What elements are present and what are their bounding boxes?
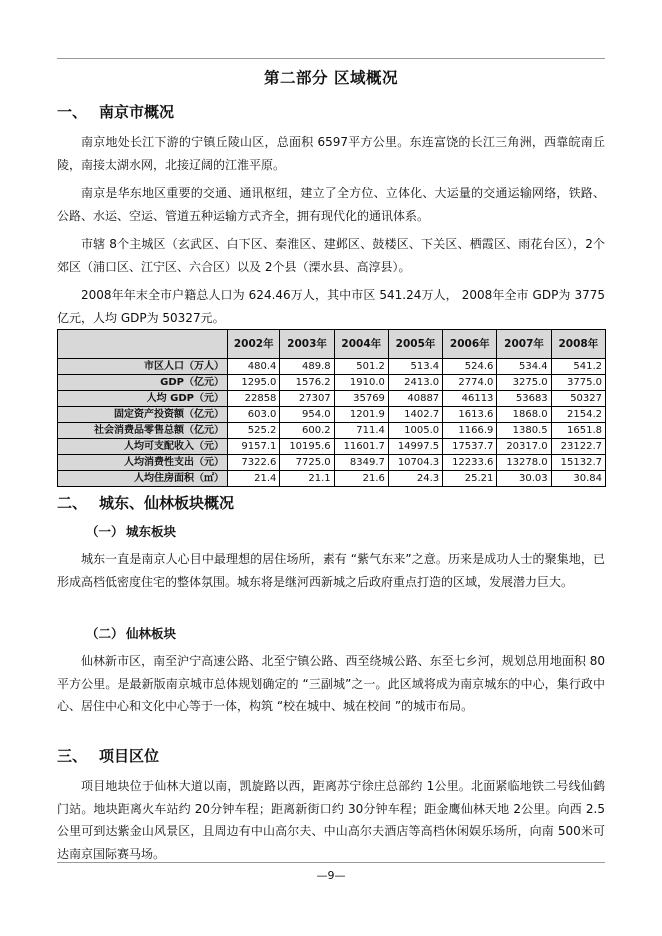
table-cell: 525.2	[228, 423, 280, 439]
table-cell: 35769	[334, 391, 388, 407]
row-label: 固定资产投资额（亿元）	[58, 407, 228, 423]
year-header: 2003年	[280, 330, 334, 359]
table-cell: 1868.0	[497, 407, 551, 423]
table-cell: 3775.0	[551, 375, 605, 391]
table-cell: 1166.9	[443, 423, 497, 439]
row-label: 市区人口（万人）	[58, 359, 228, 375]
table-row	[58, 439, 606, 455]
table-cell: 1201.9	[334, 407, 388, 423]
subsection-title: 城东板块	[126, 524, 177, 539]
row-label: 人均住房面积（㎡）	[58, 471, 228, 487]
section-title: 项目区位	[99, 747, 160, 765]
table-cell: 534.4	[497, 359, 551, 375]
table-cell: 2774.0	[443, 375, 497, 391]
table-cell: 7725.0	[280, 455, 334, 471]
footer-rule	[57, 862, 605, 863]
paragraph-geography: 南京地处长江下游的宁镇丘陵山区，总面积 6597平方公里。东连富饶的长江三角洲，西靠皖南丘陵，南接太湖水网，北接辽阔的江淮平原。	[57, 135, 605, 172]
table-cell: 21.4	[228, 471, 280, 487]
table-cell: 1910.0	[334, 375, 388, 391]
table-cell: 711.4	[334, 423, 388, 439]
section-heading-chengdong-xianlin	[57, 492, 234, 513]
table-cell: 600.2	[280, 423, 334, 439]
paragraph-xianlin: 仙林新市区，南至沪宁高速公路、北至宁镇公路、西至绕城公路、东至七乡河，规划总用地面积 80平方公里。是最新版南京城市总体规划确定的 “三副城”之一。此区域将成为南京城东的中心，集行政中心、居住中心和文化中心等于一体，构筑 “校在城中、城在校间 ”的城市布局。	[57, 654, 605, 713]
table-row	[58, 359, 606, 375]
table-row	[58, 471, 606, 487]
paragraph-chengdong: 城东一直是南京人心目中最理想的居住场所，素有 “紫气东来”之意。历来是成功人士的聚集地，已形成高档低密度住宅的整体氛围。城东将是继河西新城之后政府重点打造的区域，发展潜力巨大。	[57, 552, 605, 589]
page-number: —9—	[316, 869, 346, 882]
table-cell: 24.3	[388, 471, 442, 487]
table-cell: 8349.7	[334, 455, 388, 471]
paragraph-districts: 市辖 8个主城区（玄武区、白下区、秦淮区、建邺区、鼓楼区、下关区、栖霞区、雨花台区），2个郊区（浦口区、江宁区、六合区）以及 2个县（溧水县、高淳县）。	[57, 237, 605, 274]
page-title: 第二部分 区域概况	[264, 69, 398, 87]
table-cell: 12233.6	[443, 455, 497, 471]
paragraph-project-location: 项目地块位于仙林大道以南，凯旋路以西，距离苏宁徐庄总部约 1公里。北面紧临地铁二号线仙鹤门站。地块距离火车站约 20分钟车程；距离新街口约 30分钟车程；距金鹰仙林天地 2公里。向西 2.5公里可到达紫金山风景区，且周边有中山高尔夫、中山高尔夫酒店等高档休闲娱乐场所，向南 500米可达南京国际赛马场。	[57, 779, 605, 861]
economic-indicators-table	[57, 329, 606, 487]
subsection-heading-xianlin	[86, 624, 176, 642]
table-row	[58, 455, 606, 471]
table-cell: 489.8	[280, 359, 334, 375]
section-number: 三、	[57, 747, 88, 765]
section-heading-project-location	[57, 745, 159, 766]
table-cell: 954.0	[280, 407, 334, 423]
row-label: 人均消费性支出（元）	[58, 455, 228, 471]
table-cell: 524.6	[443, 359, 497, 375]
table-cell: 603.0	[228, 407, 280, 423]
year-header: 2002年	[228, 330, 280, 359]
table-cell: 1295.0	[228, 375, 280, 391]
table-cell: 501.2	[334, 359, 388, 375]
table-cell: 1613.6	[443, 407, 497, 423]
subsection-heading-chengdong	[86, 522, 176, 540]
table-cell: 11601.7	[334, 439, 388, 455]
table-cell: 541.2	[551, 359, 605, 375]
table-cell: 25.21	[443, 471, 497, 487]
subsection-number: （二）	[86, 626, 124, 641]
paragraph-transport: 南京是华东地区重要的交通、通讯枢纽，建立了全方位、立体化、大运量的交通运输网络，铁路、公路、水运、空运、管道五种运输方式齐全，拥有现代化的通讯体系。	[57, 186, 605, 223]
section-number: 二、	[57, 494, 88, 512]
table-cell: 23122.7	[551, 439, 605, 455]
table-cell: 46113	[443, 391, 497, 407]
table-cell: 1005.0	[388, 423, 442, 439]
row-label: 人均 GDP（元）	[58, 391, 228, 407]
section-number: 一、	[57, 103, 88, 121]
table-cell: 50327	[551, 391, 605, 407]
table-cell: 10195.6	[280, 439, 334, 455]
table-row	[58, 391, 606, 407]
row-label: GDP（亿元）	[58, 375, 228, 391]
year-header: 2005年	[388, 330, 442, 359]
table-corner-cell	[58, 330, 228, 359]
table-cell: 53683	[497, 391, 551, 407]
table-cell: 14997.5	[388, 439, 442, 455]
table-cell: 480.4	[228, 359, 280, 375]
section-title: 城东、仙林板块概况	[99, 494, 235, 512]
year-header: 2007年	[497, 330, 551, 359]
section-title: 南京市概况	[99, 103, 175, 121]
table-cell: 22858	[228, 391, 280, 407]
table-cell: 9157.1	[228, 439, 280, 455]
table-cell: 10704.3	[388, 455, 442, 471]
table-cell: 17537.7	[443, 439, 497, 455]
table-cell: 13278.0	[497, 455, 551, 471]
table-cell: 30.03	[497, 471, 551, 487]
table-cell: 2154.2	[551, 407, 605, 423]
table-header-row	[58, 330, 606, 359]
section-heading-nanjing	[57, 101, 174, 122]
table-cell: 21.1	[280, 471, 334, 487]
table-row	[58, 375, 606, 391]
table-cell: 40887	[388, 391, 442, 407]
table-cell: 1380.5	[497, 423, 551, 439]
table-cell: 21.6	[334, 471, 388, 487]
row-label: 人均可支配收入（元）	[58, 439, 228, 455]
subsection-number: （一）	[86, 524, 124, 539]
subsection-title: 仙林板块	[126, 626, 177, 641]
year-header: 2004年	[334, 330, 388, 359]
header-rule	[57, 58, 605, 59]
table-cell: 7322.6	[228, 455, 280, 471]
table-cell: 1402.7	[388, 407, 442, 423]
table-cell: 27307	[280, 391, 334, 407]
row-label: 社会消费品零售总额（亿元）	[58, 423, 228, 439]
table-cell: 513.4	[388, 359, 442, 375]
table-row	[58, 407, 606, 423]
table-cell: 1576.2	[280, 375, 334, 391]
table-cell: 3275.0	[497, 375, 551, 391]
table-row	[58, 423, 606, 439]
table-cell: 15132.7	[551, 455, 605, 471]
table-cell: 2413.0	[388, 375, 442, 391]
year-header: 2008年	[551, 330, 605, 359]
paragraph-population-gdp: 2008年年末全市户籍总人口为 624.46万人，其中市区 541.24万人， 2008年全市 GDP为 3775亿元，人均 GDP为 50327元。	[57, 288, 605, 325]
table-cell: 30.84	[551, 471, 605, 487]
table-cell: 1651.8	[551, 423, 605, 439]
table-cell: 20317.0	[497, 439, 551, 455]
year-header: 2006年	[443, 330, 497, 359]
